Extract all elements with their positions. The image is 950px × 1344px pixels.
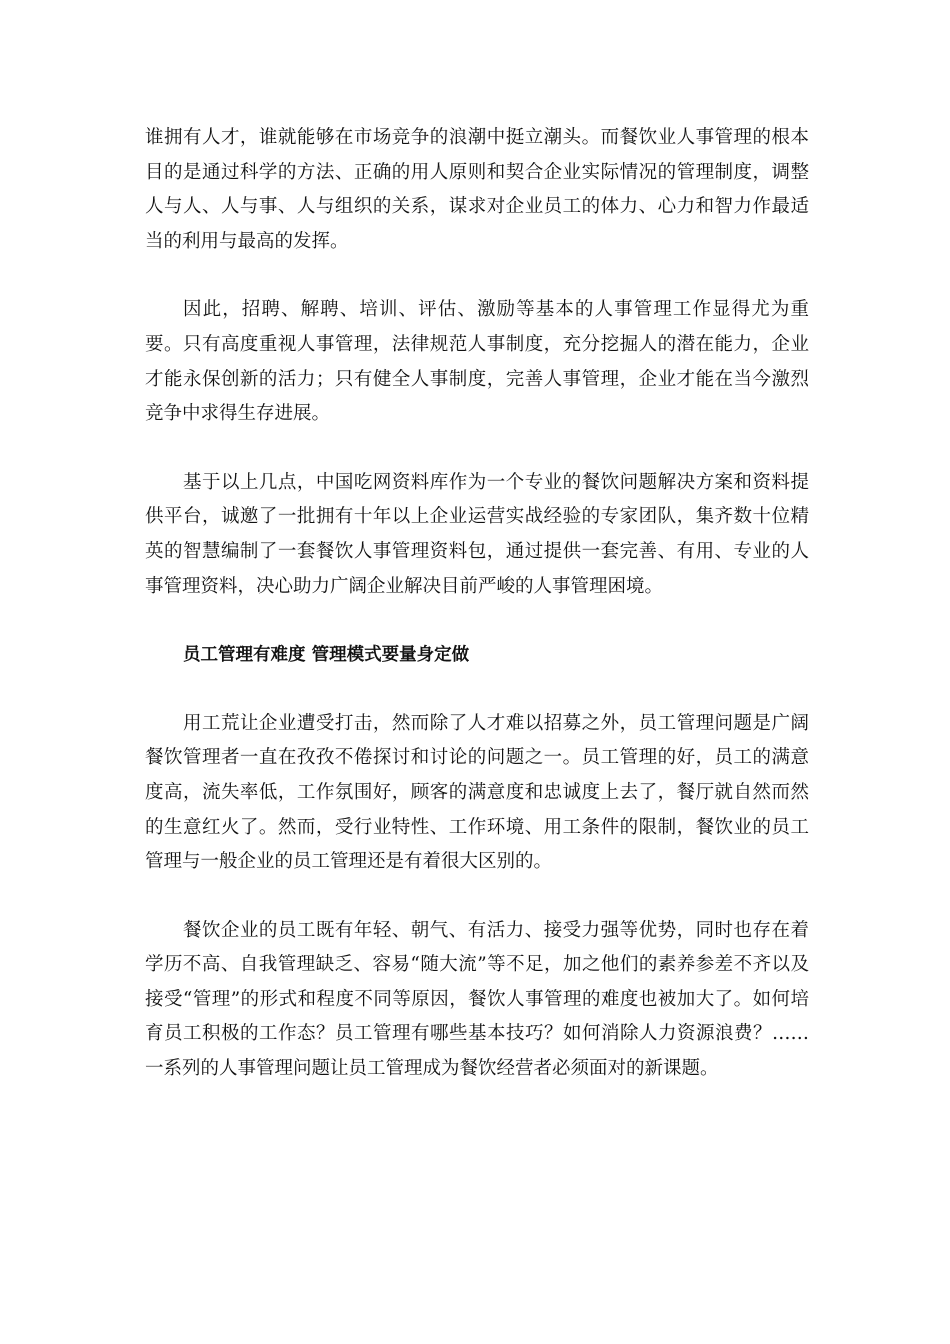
paragraph-4: 用工荒让企业遭受打击，然而除了人才难以招募之外，员工管理问题是广阔餐饮管理者一直在孜孜不倦探讨和讨论的问题之一。员工管理的好，员工的满意度高，流失率低，工作氛围好，顾客的满意度和忠诚度上去了，餐厅就自然而然的生意红火了。然而，受行业特性、工作环境、用工条件的限制，餐饮业的员工管理与一般企业的员工管理还是有着很大区别的。 (145, 712, 809, 873)
paragraph-2: 因此，招聘、解聘、培训、评估、激励等基本的人事管理工作显得尤为重要。只有高度重视人事管理，法律规范人事制度，充分挖掘人的潜在能力，企业才能永保创新的活力；只有健全人事制度，完善人事管理，企业才能在当今激烈竞争中求得生存进展。 (145, 299, 809, 425)
paragraph-3: 基于以上几点，中国吃网资料库作为一个专业的餐饮问题解决方案和资料提供平台，诚邀了一批拥有十年以上企业运营实战经验的专家团队，集齐数十位精英的智慧编制了一套餐饮人事管理资料包，通过提供一套完善、有用、专业的人事管理资料，决心助力广阔企业解决目前严峻的人事管理困境。 (145, 471, 809, 597)
section-heading: 员工管理有难度 管理模式要量身定做 (183, 645, 470, 666)
document-body (145, 121, 809, 1121)
paragraph-5: 餐饮企业的员工既有年轻、朝气、有活力、接受力强等优势，同时也存在着学历不高、自我管理缺乏、容易“随大流”等不足，加之他们的素养参差不齐以及接受“管理”的形式和程度不同等原因，餐饮人事管理的难度也被加大了。如何培育员工积极的工作态？员工管理有哪些基本技巧？如何消除人力资源浪费？……一系列的人事管理问题让员工管理成为餐饮经营者必须面对的新课题。 (145, 919, 809, 1080)
paragraph-1: 谁拥有人才，谁就能够在市场竞争的浪潮中挺立潮头。而餐饮业人事管理的根本目的是通过科学的方法、正确的用人原则和契合企业实际情况的管理制度，调整人与人、人与事、人与组织的关系，谋求对企业员工的体力、心力和智力作最适当的利用与最高的发挥。 (145, 127, 809, 252)
